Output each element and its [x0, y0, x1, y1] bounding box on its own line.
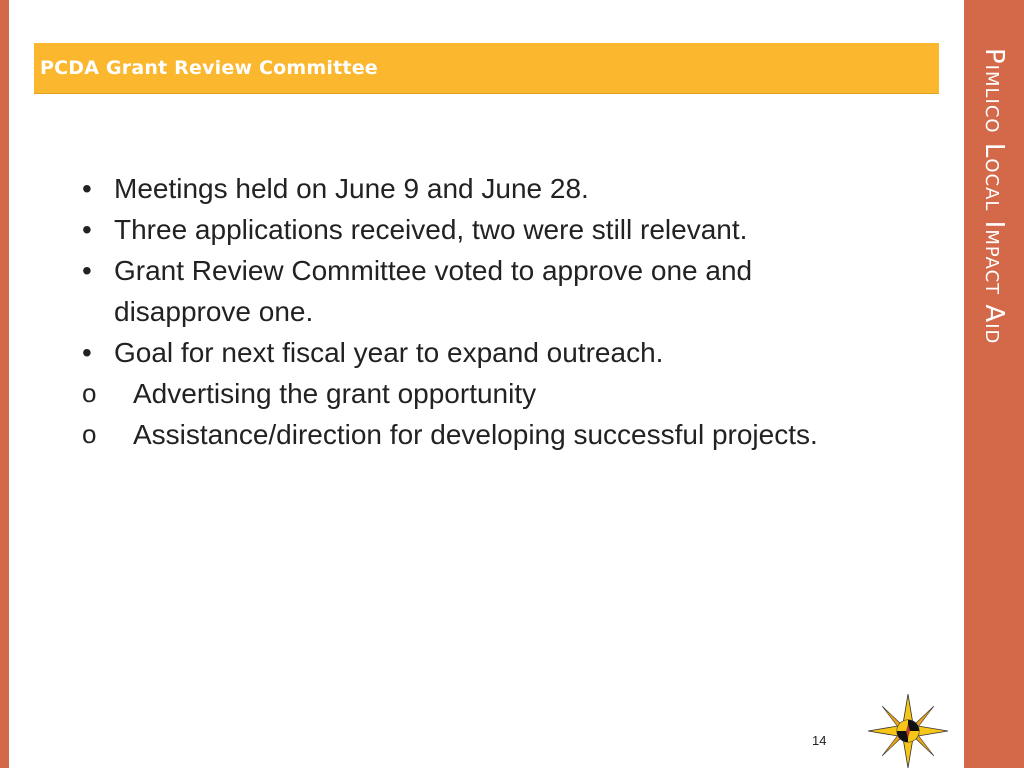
- sub-list-item-text: Advertising the grant opportunity: [133, 378, 537, 409]
- list-item-text: Goal for next fiscal year to expand outreach.: [114, 337, 664, 368]
- bullet-marker: •: [82, 337, 92, 368]
- header-title: PCDA Grant Review Committee: [40, 57, 378, 79]
- list-item-text: Grant Review Committee voted to approve one and: [114, 255, 753, 286]
- bullet-list: [80, 168, 930, 455]
- list-item-text: Meetings held on June 9 and June 28.: [114, 173, 589, 204]
- list-item: [80, 332, 930, 373]
- sub-list-item: [80, 414, 930, 455]
- side-title: Pimlico Local Impact Aid: [979, 48, 1009, 345]
- list-item-text: disapprove one.: [114, 296, 314, 327]
- list-item: [80, 250, 930, 291]
- left-accent-bar: [0, 0, 9, 768]
- bullet-marker: •: [82, 255, 92, 286]
- list-item: [80, 168, 930, 209]
- header-bar: [34, 43, 939, 94]
- list-item-text: Three applications received, two were still relevant.: [114, 214, 748, 245]
- bullet-marker: •: [82, 214, 92, 245]
- right-sidebar: [964, 0, 1024, 768]
- list-item: [80, 209, 930, 250]
- sub-list-item-text: Assistance/direction for developing successful projects.: [133, 419, 818, 450]
- sub-bullet-marker: o: [82, 378, 97, 408]
- sub-list-item: [80, 373, 930, 414]
- bullet-marker: •: [82, 173, 92, 204]
- sub-bullet-marker: o: [82, 419, 97, 449]
- compass-star-icon: [868, 694, 948, 768]
- page-number: 14: [812, 733, 827, 748]
- list-item-continuation: [80, 291, 930, 332]
